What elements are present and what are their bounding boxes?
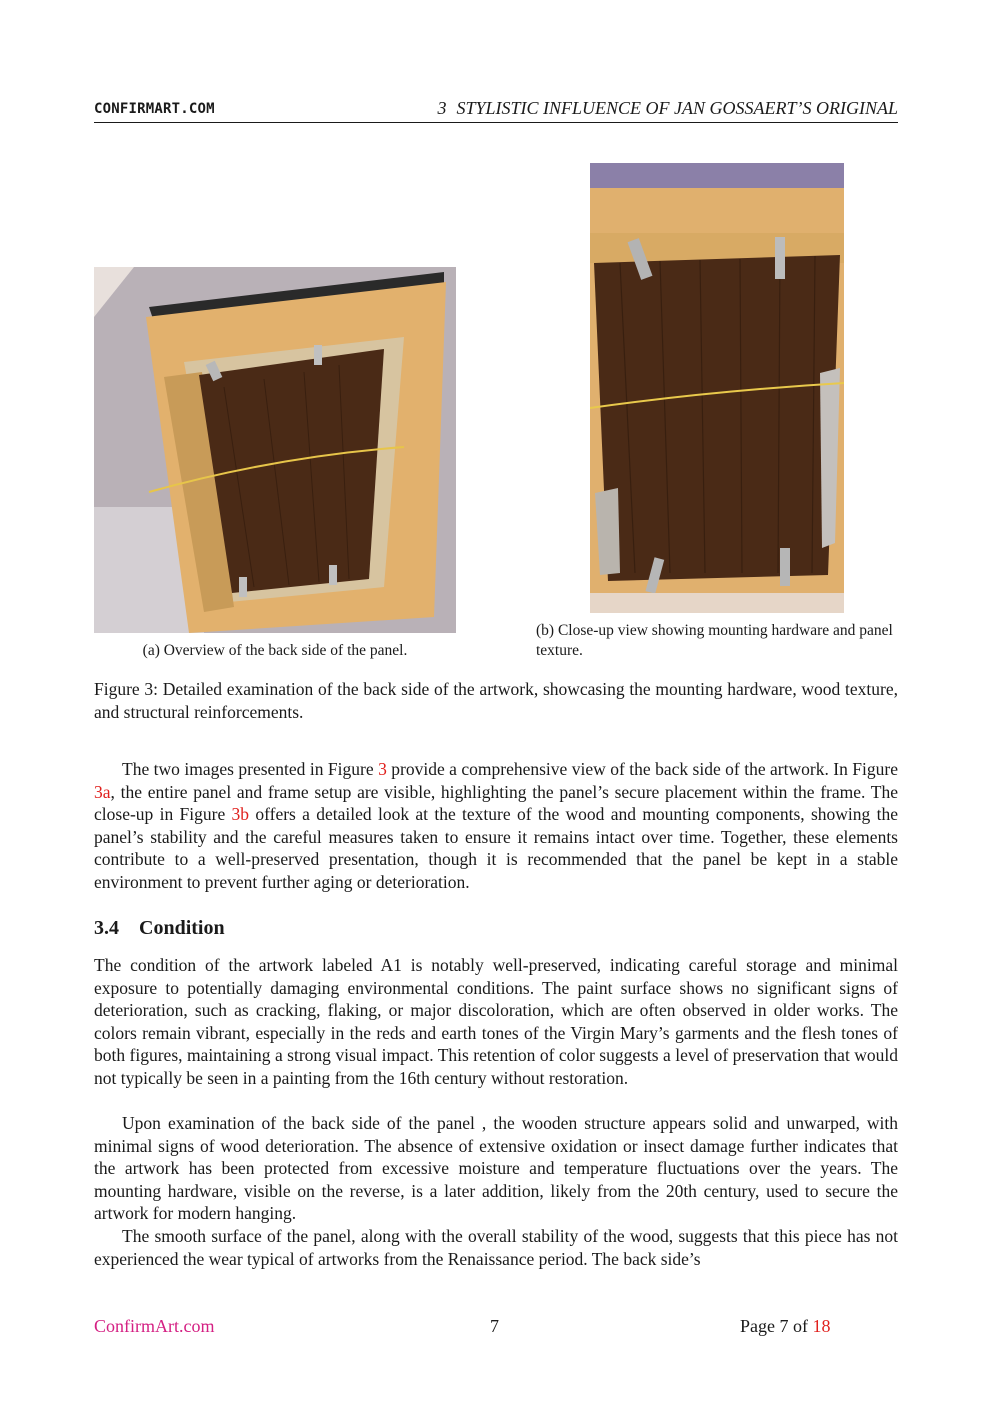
figure-3-ref-link[interactable]: 3	[378, 759, 387, 779]
p1-text-4: offers a detailed look at the texture of the wood and mounting components, showing the panel’s stability and the careful measures taken to ensure it remains intact over time. Together, these elements contribute to a well-preserved presentation, though it is recommended that the panel be kept in a stable environment to prevent further aging or deterioration.	[94, 804, 898, 892]
total-pages-link[interactable]: 18	[812, 1316, 831, 1336]
running-section-number: 3	[437, 98, 447, 118]
p1-text-1: The two images presented in Figure	[122, 759, 379, 779]
subfigure-b-caption: (b) Close-up view showing mounting hardware and panel texture.	[536, 622, 893, 659]
page-header	[94, 98, 898, 123]
panel-back-overview-photo	[94, 267, 456, 633]
page-count-prefix: Page 7 of	[740, 1316, 813, 1336]
section-number: 3.4	[94, 917, 119, 939]
subfigure-a-caption: (a) Overview of the back side of the panel.	[142, 642, 408, 659]
figure-3b-ref-link[interactable]: 3b	[231, 804, 250, 825]
p1-text-3: , the entire panel and frame setup are visible, highlighting the panel’s secure placement within the frame. The close-up in Figure	[94, 781, 898, 825]
figure-3a-ref-link[interactable]: 3a	[94, 781, 111, 802]
body-paragraph-3: Upon examination of the back side of the panel , the wooden structure appears solid and unwarped, with minimal signs of wood deterioration. The absence of extensive oxidation or insect damage further indicates that the artwork has been protected from excessive moisture and temperature fluctuations over the years. The mounting hardware, visible on the reverse, is a later addition, likely from the 20th century, used to secure the artwork for modern hanging.	[94, 1113, 898, 1224]
section-title: Condition	[139, 917, 225, 939]
figure-caption: Figure 3: Detailed examination of the back side of the artwork, showcasing the mounting hardware, wood texture, and structural reinforcements.	[94, 679, 898, 722]
running-title	[437, 98, 898, 119]
footer-site-link[interactable]: ConfirmArt.com	[94, 1316, 215, 1336]
running-section-title: STYLISTIC INFLUENCE OF JAN GOSSAERT’S ORIGINAL	[456, 98, 898, 118]
p1-text-2: provide a comprehensive view of the back side of the artwork. In Figure	[386, 759, 898, 779]
body-paragraph-2: The condition of the artwork labeled A1 is notably well-preserved, indicating careful storage and minimal exposure to potentially damaging environmental conditions. The paint surface shows no significant signs of deterioration, such as cracking, flaking, or major discoloration, which are often observed in older works. The colors remain vibrant, especially in the reds and earth tones of the Virgin Mary’s garments and the flesh tones of both figures, maintaining a strong visual impact. This retention of color suggests a level of preservation that would not typically be seen in a painting from the 16th century without restoration.	[94, 955, 898, 1088]
footer-page-number: 7	[490, 1316, 499, 1336]
footer-page-count	[740, 1316, 830, 1337]
site-logo[interactable]: CONFIRMART.COM	[94, 101, 215, 117]
body-paragraph-1	[94, 758, 898, 894]
section-heading	[94, 917, 225, 940]
panel-back-closeup-photo	[590, 163, 844, 613]
body-paragraph-4: The smooth surface of the panel, along with the overall stability of the wood, suggests that this piece has not experienced the wear typical of artworks from the Renaissance period. The back side’s	[94, 1226, 898, 1269]
